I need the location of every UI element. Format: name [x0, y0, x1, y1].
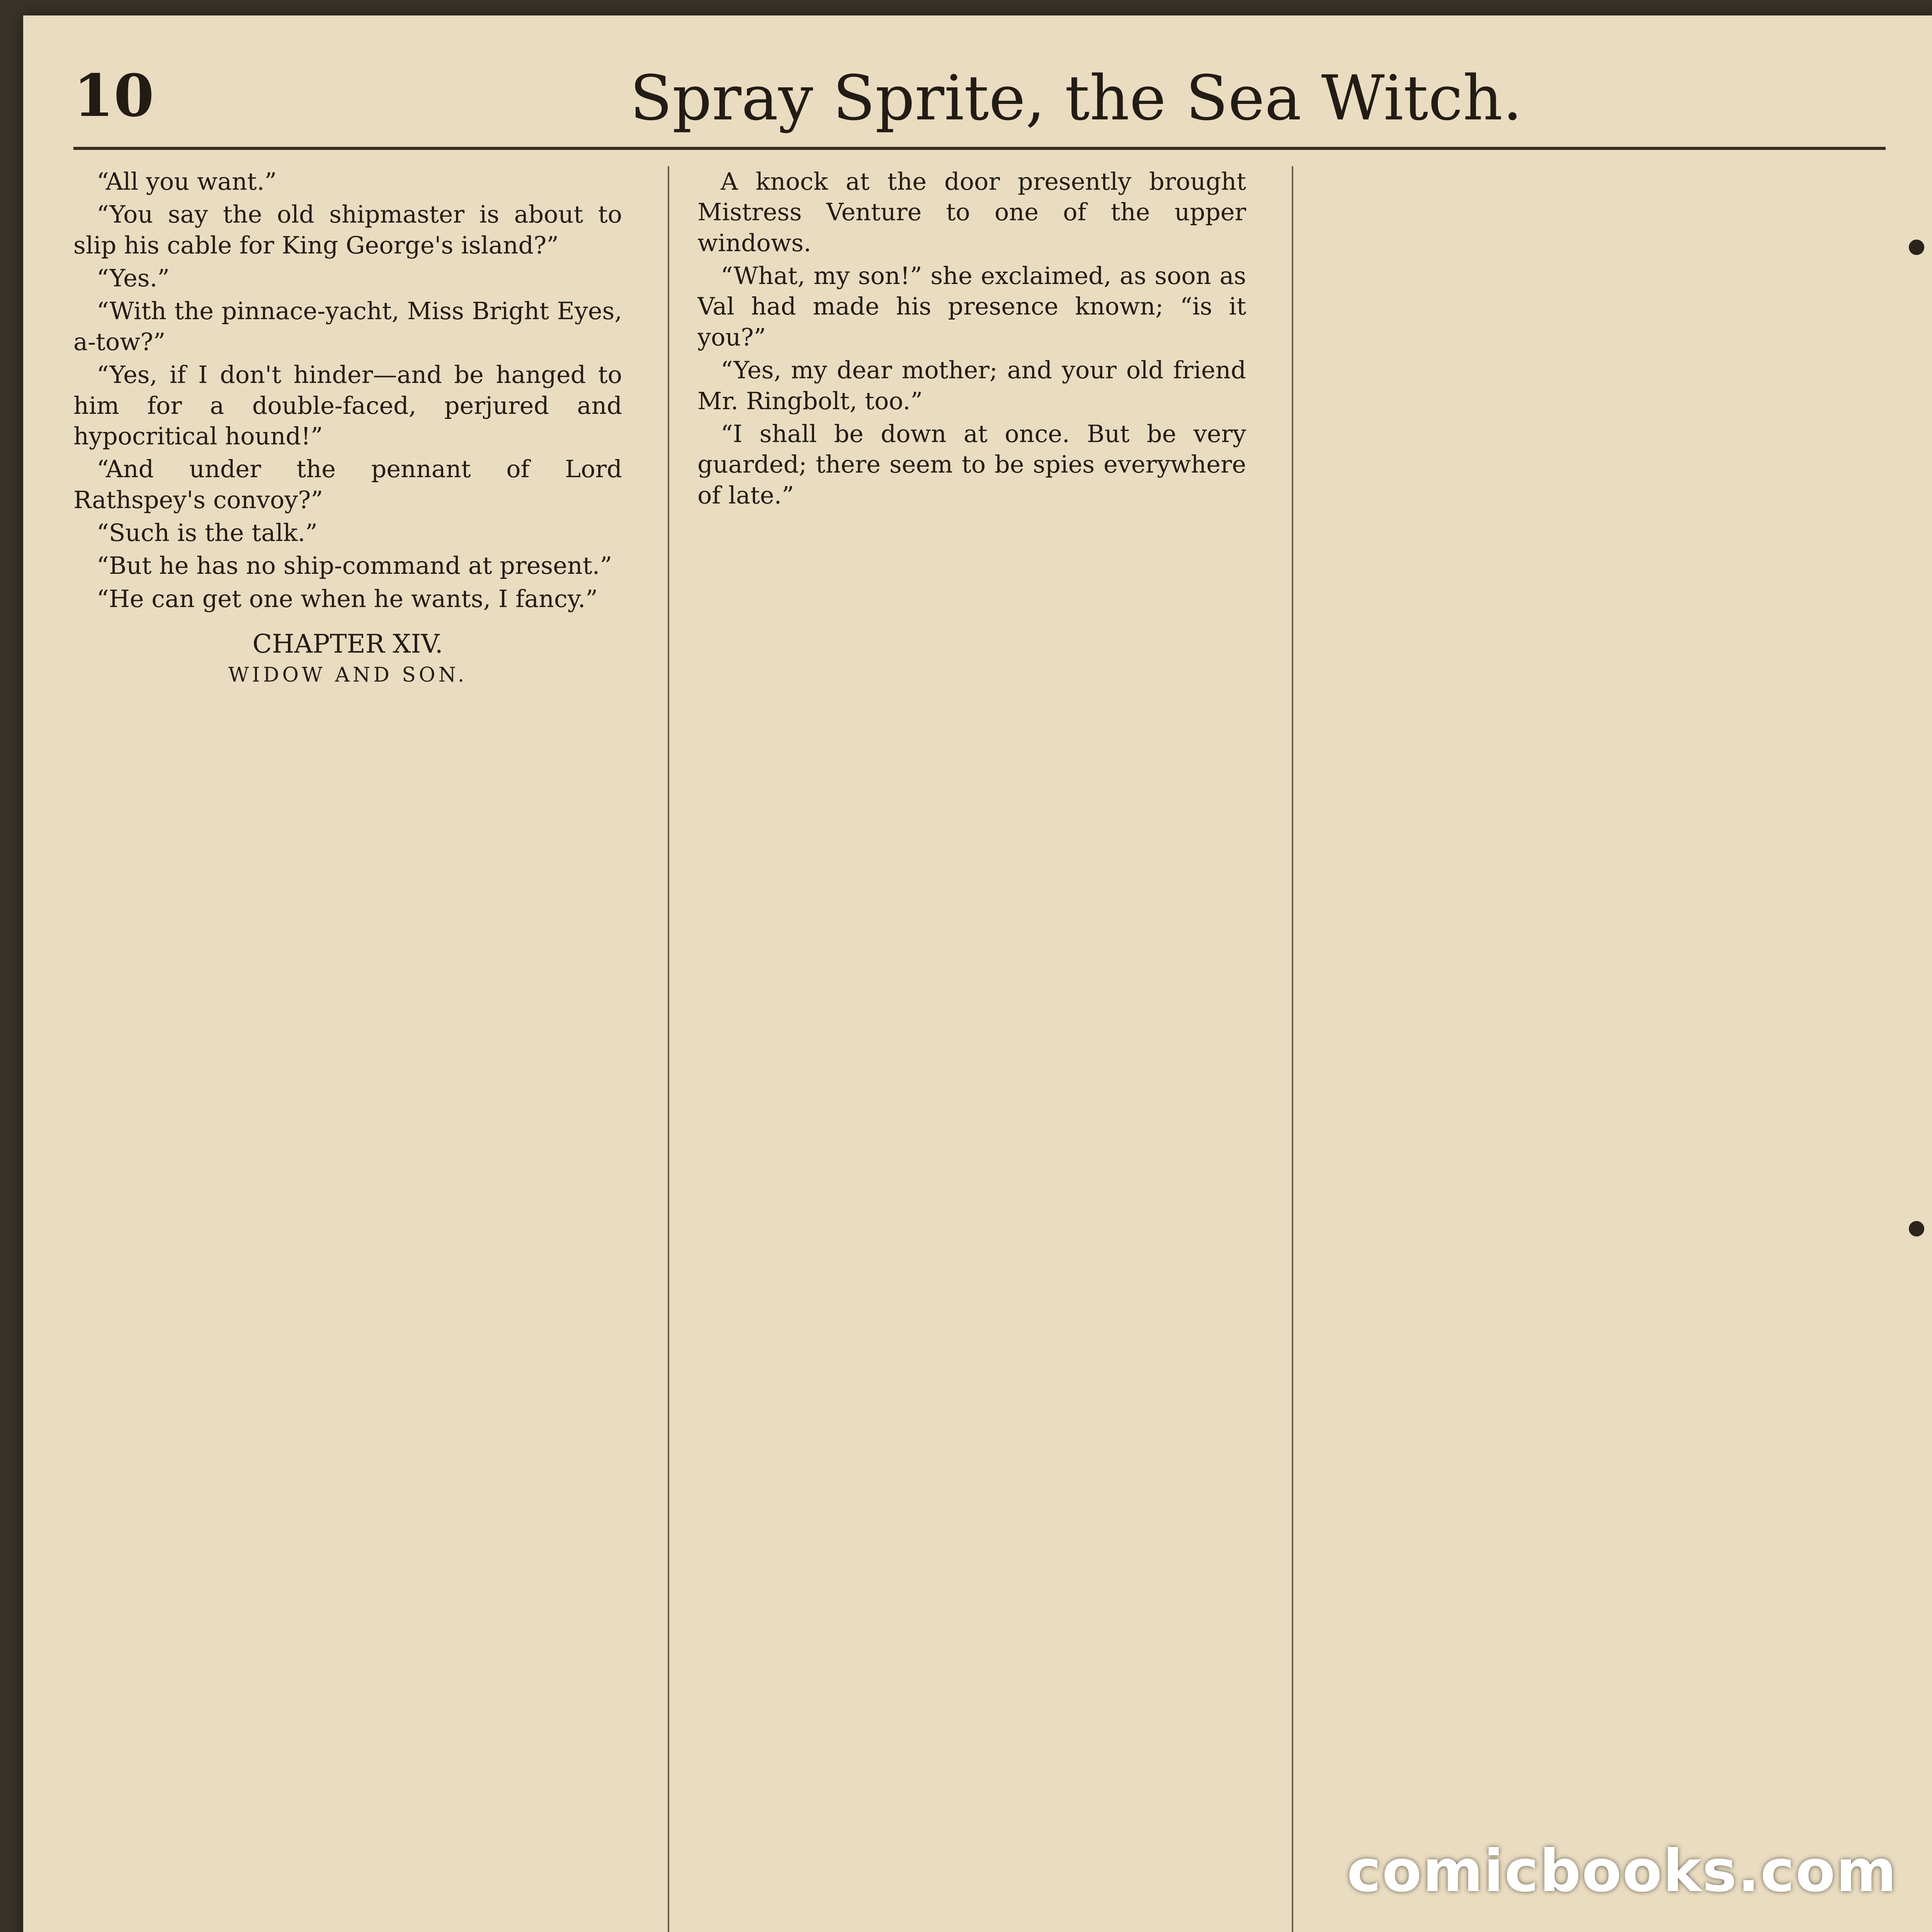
- text-column-2: [697, 166, 1246, 1932]
- paragraph: “Yes, my dear mother; and your old friend Mr. Ringbolt, too.”: [697, 356, 1246, 415]
- paragraph: A knock at the door presently brought Mistress Venture to one of the upper windows.: [697, 167, 1246, 257]
- paragraph: “And under the pennant of Lord Rathspey's convoy?”: [73, 455, 622, 514]
- paragraph: “I shall be down at once. But be very guarded; there seem to be spies everywhere of late.”: [697, 419, 1246, 509]
- newspaper-page: [23, 15, 1932, 1932]
- paragraph: “You say the old shipmaster is about to slip his cable for King George's island?”: [73, 200, 622, 259]
- watermark-logo: comicbooks.com: [1347, 1838, 1897, 1905]
- paragraph: “With the pinnace-yacht, Miss Bright Eyes, a-tow?”: [73, 297, 622, 356]
- page-number: 10: [73, 62, 154, 130]
- paragraph: “Yes, if I don't hinder—and be hanged to him for a double-faced, perjured and hypocritical hound!”: [73, 361, 622, 450]
- chapter-subtitle: WIDOW AND SON.: [228, 663, 468, 687]
- running-title: Spray Sprite, the Sea Witch.: [630, 62, 1522, 134]
- chapter-title: CHAPTER XIV.: [252, 629, 443, 659]
- paragraph: “Yes.”: [97, 264, 170, 293]
- paragraph: “But he has no ship-command at present.”: [97, 551, 612, 580]
- text-column-1: [73, 166, 622, 1932]
- page-header: [73, 54, 1886, 150]
- paragraph: “All you want.”: [97, 167, 277, 196]
- binding-hole: [1909, 1221, 1924, 1236]
- column-divider: [1292, 166, 1293, 1932]
- text-column-3: [1321, 166, 1870, 1932]
- binding-hole: [1909, 240, 1924, 255]
- paragraph: “What, my son!” she exclaimed, as soon as Val had made his presence known; “is it you?”: [697, 262, 1246, 351]
- paragraph: “He can get one when he wants, I fancy.”: [97, 584, 598, 613]
- paragraph: “Such is the talk.”: [97, 518, 318, 547]
- column-divider: [668, 166, 669, 1932]
